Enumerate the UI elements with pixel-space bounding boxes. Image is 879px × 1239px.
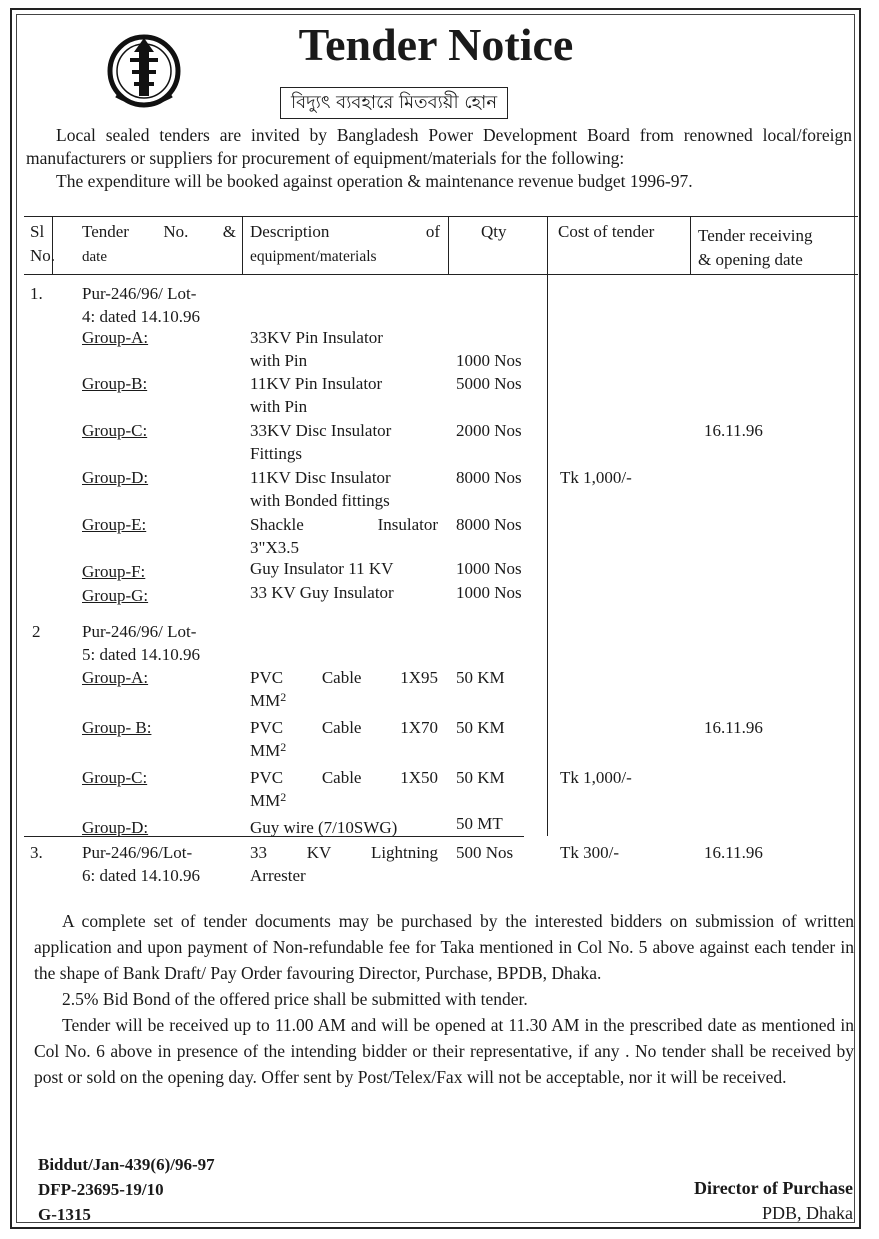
signatory-org: PDB, Dhaka — [762, 1203, 853, 1223]
group-qty: 500 Nos — [456, 843, 514, 862]
group-qty: 50 KM — [456, 768, 505, 787]
row-tender-no: Pur-246/96/Lot- 6: dated 14.10.96 — [82, 843, 201, 885]
row-cost: Tk 300/- — [560, 843, 620, 862]
row-cost: Tk 1,000/- — [560, 768, 632, 787]
terms-paragraph: Tender will be received up to 11.00 AM and will be opened at 11.30 AM in the prescribed date as mentioned in Col No. 6 above in presence of the intending bidder or their representative, if any . No tender shall be received by post or sold on the opening day. Offer sent by Post/Telex/Fax will not be acceptable, nor it will be received. — [34, 1015, 854, 1087]
group-label: Group-E: — [82, 515, 147, 534]
group-label: Group-C: — [82, 768, 148, 787]
reference-line: DFP-23695-19/10 — [38, 1180, 164, 1199]
header-sl: Sl No. — [30, 222, 56, 265]
signature-block — [694, 1176, 853, 1226]
col-divider — [448, 216, 449, 274]
header-receiving: Tender receiving & opening date — [698, 226, 813, 269]
reference-numbers — [38, 1152, 215, 1227]
row-tender-no: Pur-246/96/ Lot- 4: dated 14.10.96 — [82, 284, 201, 326]
group-description: 11KV Disc Insulator with Bonded fittings — [250, 468, 391, 510]
reference-line: G-1315 — [38, 1205, 91, 1224]
col-divider — [242, 216, 243, 274]
group-label: Group- B: — [82, 718, 152, 737]
group-description: PVC Cable 1X70 $MM^2$ — [250, 718, 438, 760]
group-label: Group-A: — [82, 328, 149, 347]
group-description: PVC Cable 1X95 $MM^2$ — [250, 668, 438, 710]
row-opening-date: 16.11.96 — [704, 421, 763, 440]
group-description: Shackle Insulator 3"X3.5 — [250, 515, 438, 557]
group-qty: 50 KM — [456, 668, 505, 687]
intro-text — [26, 124, 852, 193]
col-divider — [547, 216, 548, 836]
slogan-box: বিদ্যুৎ ব্যবহারে মিতব্যয়ী হোন — [280, 87, 508, 119]
row-tender-no: Pur-246/96/ Lot- 5: dated 14.10.96 — [82, 622, 201, 664]
table-header-rule — [24, 274, 858, 275]
signatory-title: Director of Purchase — [694, 1178, 853, 1198]
group-description: Guy wire (7/10SWG) — [250, 818, 398, 837]
row-sl: 3. — [30, 843, 43, 862]
group-qty: 50 KM — [456, 718, 505, 737]
header-cost: Cost of tender — [558, 222, 655, 241]
row-sl: 1. — [30, 284, 43, 303]
group-label: Group-A: — [82, 668, 149, 687]
intro-paragraph: Local sealed tenders are invited by Bangladesh Power Development Board from renowned local/foreign manufacturers or suppliers for procurement of equipment/materials for the following: — [26, 125, 852, 168]
group-qty: 1000 Nos — [456, 583, 522, 602]
page-title: Tender Notice — [298, 19, 574, 70]
row-opening-date: 16.11.96 — [704, 718, 763, 737]
group-description: 33KV Disc Insulator Fittings — [250, 421, 392, 463]
bpdb-emblem-icon — [104, 26, 184, 116]
group-description: PVC Cable 1X50 $MM^2$ — [250, 768, 438, 810]
group-label: Group-C: — [82, 421, 148, 440]
header-description: Description of equipment/materials — [250, 222, 440, 265]
terms-paragraph: A complete set of tender documents may be purchased by the interested bidders on submission of written application and upon payment of Non-refundable fee for Taka mentioned in Col No. 5 above against each tender in the shape of Bank Draft/ Pay Order favouring Director, Purchase, BPDB, Dhaka. — [34, 911, 854, 983]
group-label: Group-F: — [82, 562, 146, 581]
group-qty: 1000 Nos — [456, 559, 522, 578]
group-qty: 50 MT — [456, 814, 503, 833]
group-description: 33KV Pin Insulator with Pin — [250, 328, 383, 370]
group-label: Group-D: — [82, 818, 149, 837]
row-opening-date: 16.11.96 — [704, 843, 763, 862]
header-tender: Tender No. & date — [82, 222, 236, 265]
col-divider — [690, 216, 691, 274]
group-description: 33 KV Lightning Arrester — [250, 843, 438, 885]
tender-table — [24, 216, 858, 892]
group-label: Group-G: — [82, 586, 149, 605]
header-qty: Qty — [481, 222, 507, 241]
group-qty: 8000 Nos — [456, 468, 522, 487]
group-label: Group-D: — [82, 468, 149, 487]
group-description: 11KV Pin Insulator with Pin — [250, 374, 383, 416]
row-cost: Tk 1,000/- — [560, 468, 632, 487]
group-description: Guy Insulator 11 KV — [250, 559, 394, 578]
row-sl: 2 — [32, 622, 41, 641]
group-qty: 1000 Nos — [456, 351, 522, 370]
group-description: 33 KV Guy Insulator — [250, 583, 394, 602]
group-qty: 2000 Nos — [456, 421, 522, 440]
terms-paragraph: 2.5% Bid Bond of the offered price shall be submitted with tender. — [62, 989, 528, 1009]
table-top-rule — [24, 216, 858, 217]
group-label: Group-B: — [82, 374, 148, 393]
budget-note: The expenditure will be booked against operation & maintenance revenue budget 1996-97. — [56, 171, 693, 191]
terms-section — [34, 908, 854, 1090]
group-qty: 5000 Nos — [456, 374, 522, 393]
reference-line: Biddut/Jan-439(6)/96-97 — [38, 1155, 215, 1174]
group-qty: 8000 Nos — [456, 515, 522, 534]
